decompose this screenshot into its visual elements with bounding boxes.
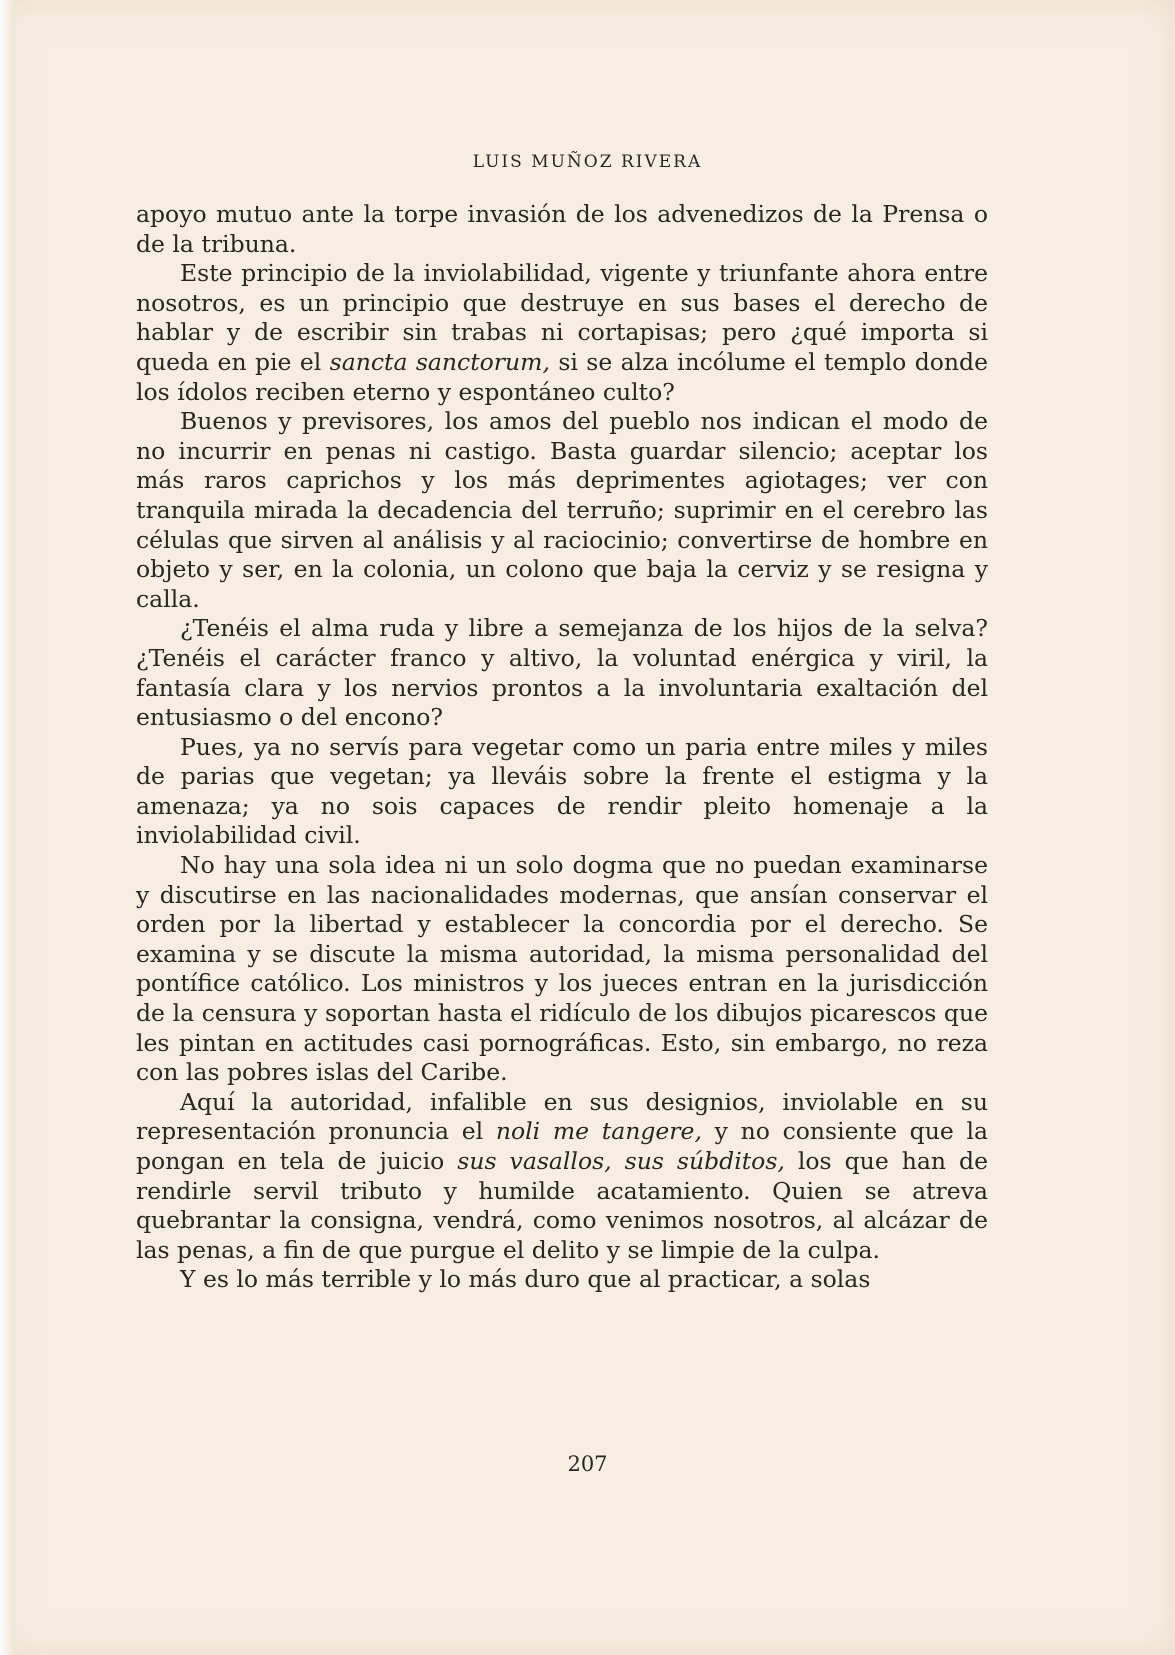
paragraph <box>136 614 988 732</box>
text-run: y no consiente que la pongan en tela de juicio <box>136 1117 988 1175</box>
paragraph <box>136 259 988 407</box>
text-run: ¿Tenéis el alma ruda y libre a semejanza de los hijos de la selva? ¿Tenéis el carácter franco y altivo, la voluntad enérgica y viril, la fantasía clara y los nervios prontos a la involuntaria exaltación del entusiasmo o del encono? <box>136 614 988 732</box>
text-run: los que han de rendirle servil tributo y humilde acatamiento. Quien se atreva quebrantar la consigna, vendrá, como venimos nosotros, al alcázar de las penas, a fin de que purgue el delito y se limpie de la culpa. <box>136 1147 989 1264</box>
paragraph <box>136 200 988 259</box>
body-text <box>136 200 988 1295</box>
paragraph <box>136 733 988 851</box>
paragraph <box>136 1265 988 1295</box>
text-run: Pues, ya no servís para vegetar como un paria entre miles y miles de parias que vegetan; ya lleváis sobre la frente el estigma y la amenaza; ya no sois capaces de rendir pleito homenaje a la inviolabilidad civil. <box>136 732 988 850</box>
paragraph <box>136 851 988 1088</box>
text-run: Y es lo más terrible y lo más duro que al practicar, a solas <box>180 1265 871 1294</box>
page-edge <box>0 0 14 1655</box>
italic-phrase: sus vasallos, sus súbditos, <box>457 1147 785 1175</box>
page-number: 207 <box>567 1452 608 1476</box>
text-run: si se alza incólume el templo donde los ídolos reciben eterno y espontáneo culto? <box>136 347 988 406</box>
paragraph <box>136 407 988 614</box>
running-header: LUIS MUÑOZ RIVERA <box>472 152 703 172</box>
text-run: Este principio de la inviolabilidad, vigente y triunfante ahora entre nosotros, es un principio que destruye en sus bases el derecho de hablar y de escribir sin trabas ni cortapisas; pero ¿qué importa si queda en pie el <box>136 259 988 376</box>
text-run: Buenos y previsores, los amos del pueblo nos indican el modo de no incurrir en penas ni castigo. Basta guardar silencio; aceptar los más raros caprichos y los más deprimentes agiotages; ver con tranquila mirada la decadencia del terruño; suprimir en el cerebro las células que sirven al análisis y al raciocinio; convertirse de hombre en objeto y ser, en la colonia, un colono que baja la cerviz y se resigna y calla. <box>136 407 988 613</box>
text-run: No hay una sola idea ni un solo dogma que no puedan examinarse y discutirse en las nacionalidades modernas, que ansían conservar el orden por la libertad y establecer la concordia por el derecho. Se examina y se discute la misma autoridad, la misma personalidad del pontífice católico. Los ministros y los jueces entran en la jurisdicción de la censura y soportan hasta el ridículo de los dibujos picarescos que les pintan en actitudes casi pornográficas. Esto, sin embargo, no reza con las pobres islas del Caribe. <box>136 851 988 1087</box>
paragraph <box>136 1088 988 1266</box>
text-run: apoyo mutuo ante la torpe invasión de los advenedizos de la Prensa o de la tribuna. <box>136 200 988 258</box>
italic-phrase: noli me tangere, <box>495 1117 702 1146</box>
italic-phrase: sancta sanctorum, <box>329 347 550 376</box>
text-run: Aquí la autoridad, infalible en sus designios, inviolable en su representación pronuncia el <box>136 1087 988 1146</box>
